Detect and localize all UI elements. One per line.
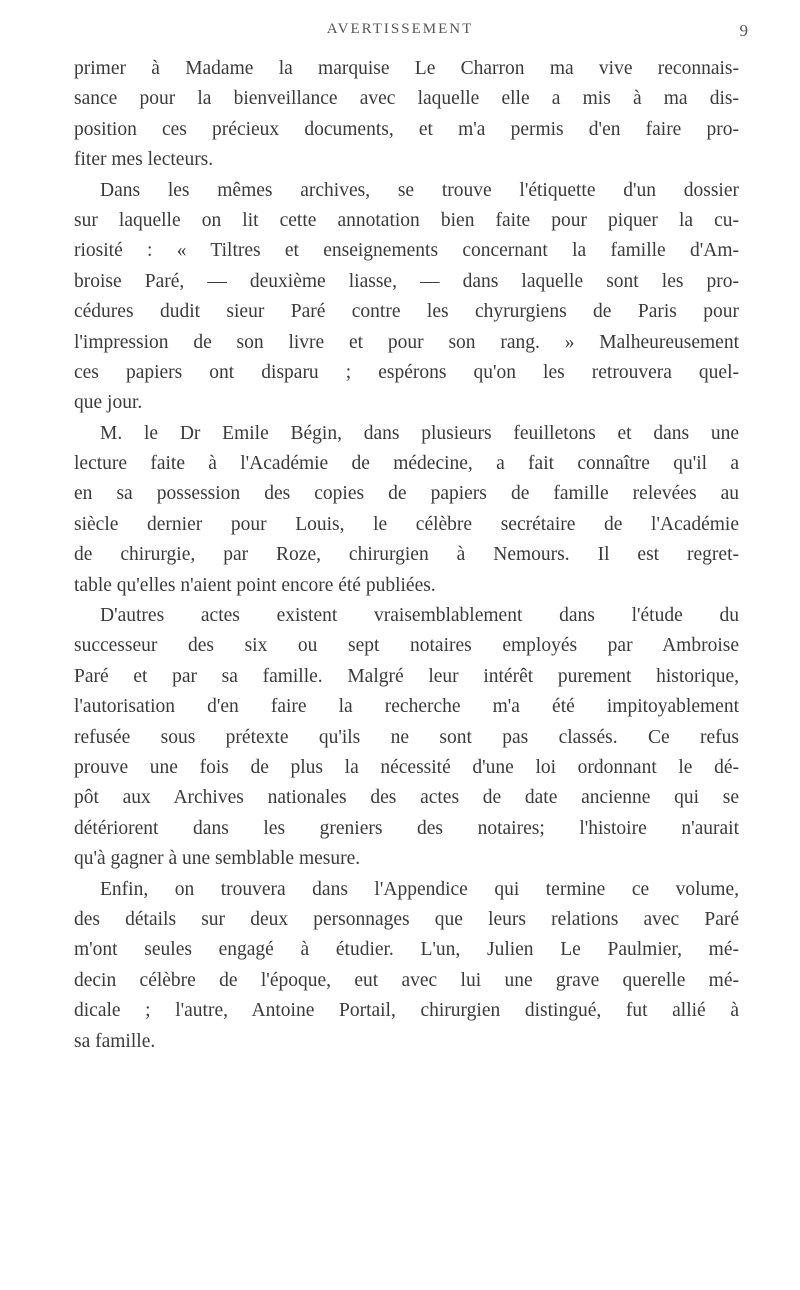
text-line: dicale ; l'autre, Antoine Portail, chirurgien distingué, fut allié à	[74, 1000, 739, 1022]
text-line: decin célèbre de l'époque, eut avec lui une grave querelle mé-	[74, 969, 739, 991]
running-head	[0, 21, 800, 51]
text-line: lecture faite à l'Académie de médecine, a fait connaître qu'il a	[74, 453, 739, 475]
text-line: l'impression de son livre et pour son rang. » Malheureusement	[74, 331, 739, 353]
text-line: riosité : « Tiltres et enseignements concernant la famille d'Am-	[74, 240, 739, 262]
page-number: 9	[739, 21, 748, 40]
text-line: sa famille.	[74, 1030, 156, 1052]
text-line: détériorent dans les greniers des notaires; l'histoire n'aurait	[74, 817, 739, 839]
text-line: position ces précieux documents, et m'a permis d'en faire pro-	[74, 118, 739, 140]
text-line: primer à Madame la marquise Le Charron ma vive reconnais-	[74, 58, 739, 79]
text-line: M. le Dr Emile Bégin, dans plusieurs feuilletons et dans une	[100, 422, 739, 444]
text-line: Enfin, on trouvera dans l'Appendice qui termine ce volume,	[100, 878, 739, 900]
text-line: Dans les mêmes archives, se trouve l'étiquette d'un dossier	[100, 179, 739, 201]
text-line: broise Paré, — deuxième liasse, — dans laquelle sont les pro-	[74, 270, 739, 292]
text-line: cédures dudit sieur Paré contre les chyrurgiens de Paris pour	[74, 301, 739, 323]
body-text	[74, 54, 739, 1057]
text-line: pôt aux Archives nationales des actes de date ancienne qui se	[74, 787, 739, 809]
text-line: sur laquelle on lit cette annotation bien faite pour piquer la cu-	[74, 209, 739, 231]
text-line: Paré et par sa famille. Malgré leur intérêt purement historique,	[74, 665, 739, 687]
text-line: en sa possession des copies de papiers de famille relevées au	[74, 483, 739, 505]
text-line: table qu'elles n'aient point encore été publiées.	[74, 574, 436, 596]
text-line: siècle dernier pour Louis, le célèbre secrétaire de l'Académie	[74, 513, 739, 535]
text-line: sance pour la bienveillance avec laquelle elle a mis à ma dis-	[74, 88, 739, 110]
text-line: m'ont seules engagé à étudier. L'un, Julien Le Paulmier, mé-	[74, 939, 739, 961]
text-line: que jour.	[74, 392, 143, 414]
text-line: l'autorisation d'en faire la recherche m'a été impitoyablement	[74, 696, 739, 718]
text-line: qu'à gagner à une semblable mesure.	[74, 848, 361, 870]
running-title: AVERTISSEMENT	[326, 21, 474, 37]
text-line: fiter mes lecteurs.	[74, 149, 214, 171]
text-line: prouve une fois de plus la nécessité d'une loi ordonnant le dé-	[74, 756, 739, 778]
text-line: D'autres actes existent vraisemblablement dans l'étude du	[100, 605, 739, 627]
text-line: successeur des six ou sept notaires employés par Ambroise	[74, 635, 739, 657]
text-line: des détails sur deux personnages que leurs relations avec Paré	[74, 908, 739, 930]
text-line: de chirurgie, par Roze, chirurgien à Nemours. Il est regret-	[74, 544, 739, 566]
text-line: refusée sous prétexte qu'ils ne sont pas classés. Ce refus	[74, 726, 739, 748]
text-line: ces papiers ont disparu ; espérons qu'on les retrouvera quel-	[74, 361, 739, 383]
